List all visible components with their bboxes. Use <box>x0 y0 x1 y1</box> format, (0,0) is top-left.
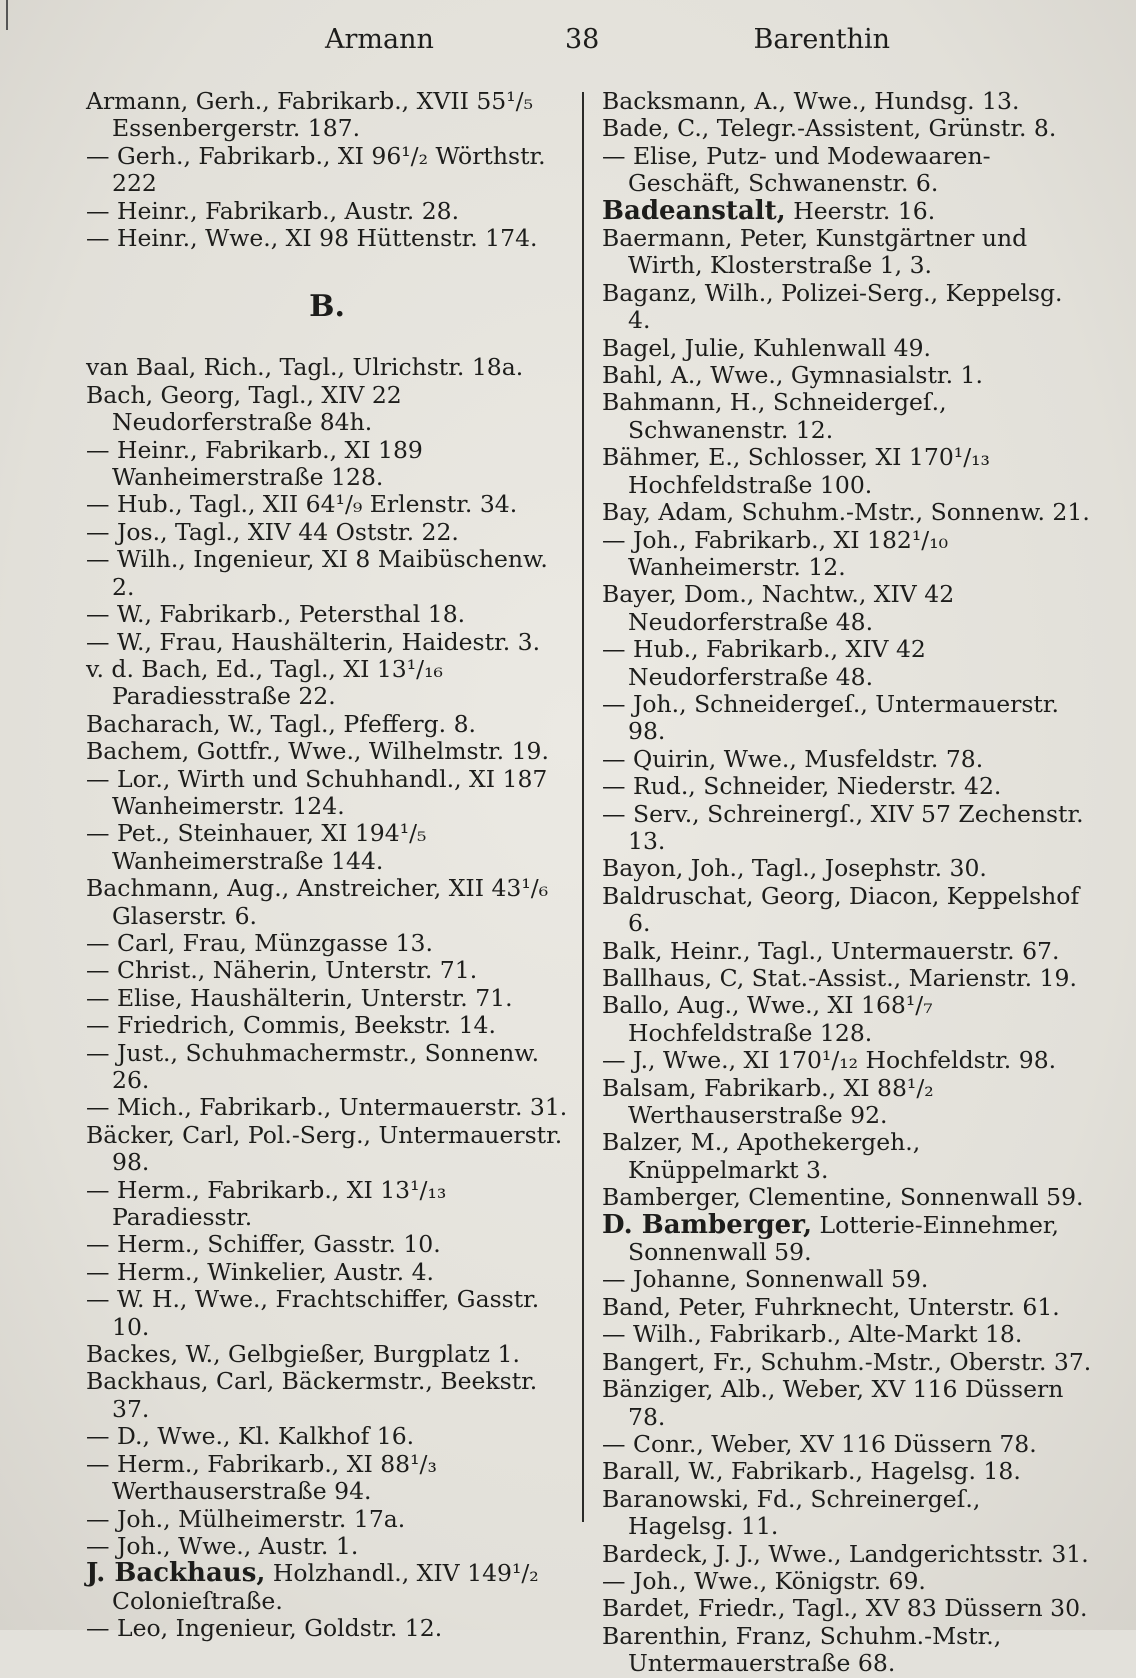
directory-entry: — Christ., Näherin, Unterstr. 71. <box>86 956 478 985</box>
directory-entry: Bade, C., Telegr.-Assistent, Grünstr. 8. <box>602 114 1057 143</box>
directory-entry: Barenthin, Franz, Schuhm.-Mstr., Untermauerstraße 68. <box>602 1621 1002 1678</box>
directory-entry: — Mich., Fabrikarb., Untermauerstr. 31. <box>86 1093 568 1122</box>
directory-entry: — Quirin, Wwe., Musfeldstr. 78. <box>602 744 984 773</box>
bold-entry-bamberger <box>602 1209 1092 1267</box>
directory-entry: — Joh., Wwe., Austr. 1. <box>86 1531 359 1560</box>
column-divider <box>582 92 584 1522</box>
directory-entry: — Joh., Wwe., Königstr. 69. <box>602 1566 926 1595</box>
left-column <box>86 88 568 1643</box>
directory-entry: — Gerh., Fabrikarb., XI 96¹/₂ Wörthstr. 222 <box>86 141 546 198</box>
left-post-entries <box>86 1615 568 1642</box>
right-entries-c <box>602 1266 1092 1677</box>
bold-entry-badeanstalt <box>602 195 1092 226</box>
directory-entry: van Baal, Rich., Tagl., Ulrichstr. 18a. <box>86 353 524 382</box>
directory-entry: v. d. Bach, Ed., Tagl., XI 13¹/₁₆ Paradiesstraße 22. <box>86 654 443 711</box>
page-number: 38 <box>565 24 600 55</box>
directory-entry: Bay, Adam, Schuhm.-Mstr., Sonnenw. 21. <box>602 498 1090 527</box>
bold-entry-lead: D. Bamberger, <box>602 1209 813 1240</box>
directory-entry: Bähmer, E., Schlosser, XI 170¹/₁₃ Hochfeldstraße 100. <box>602 443 990 499</box>
directory-entry: Baldruschat, Georg, Diacon, Keppelshof 6. <box>602 881 1080 938</box>
directory-entry: — W., Fabrikarb., Petersthal 18. <box>86 600 466 629</box>
directory-entry: Bardet, Friedr., Tagl., XV 83 Düssern 30. <box>602 1594 1088 1623</box>
bold-entry-lead: J. Backhaus, <box>86 1558 266 1589</box>
bold-entry-backhaus <box>86 1560 568 1615</box>
directory-entry: Bach, Georg, Tagl., XIV 22 Neudorferstraße 84h. <box>86 380 402 437</box>
directory-entry: — Serv., Schreinergſ., XIV 57 Zechenstr. 13. <box>602 799 1084 855</box>
directory-entry: — Johanne, Sonnenwall 59. <box>602 1265 929 1294</box>
page-header <box>60 24 1100 64</box>
directory-entry: Bahmann, H., Schneidergeſ., Schwanenstr. 12. <box>602 388 947 444</box>
right-entries-a <box>602 88 1092 198</box>
directory-entry: — Lor., Wirth und Schuhhandl., XI 187 Wanheimerstr. 124. <box>86 764 548 820</box>
directory-entry: Bahl, A., Wwe., Gymnasialstr. 1. <box>602 361 983 390</box>
directory-entry: Bardeck, J. J., Wwe., Landgerichtsstr. 31. <box>602 1539 1089 1568</box>
directory-entry: — Heinr., Wwe., XI 98 Hüttenstr. 174. <box>86 224 538 253</box>
directory-entry: — Herm., Fabrikarb., XI 88¹/₃ Werthauserstraße 94. <box>86 1449 437 1506</box>
bold-entry-lead: Badeanstalt, <box>602 195 786 226</box>
directory-entry: — Joh., Schneidergeſ., Untermauerstr. 98. <box>602 689 1059 746</box>
directory-entry: — Herm., Fabrikarb., XI 13¹/₁₃ Paradiesstr. <box>86 1175 447 1232</box>
directory-entry: Ballhaus, C, Stat.-Assist., Marienstr. 19. <box>602 964 1077 992</box>
directory-entry: Bayon, Joh., Tagl., Josephstr. 30. <box>602 854 987 883</box>
directory-entry: Ballo, Aug., Wwe., XI 168¹/₇ Hochfeldstraße 128. <box>602 991 933 1047</box>
directory-entry: — Just., Schuhmachermstr., Sonnenw. 26. <box>86 1038 540 1094</box>
directory-entry: Backhaus, Carl, Bäckermstr., Beekstr. 37. <box>86 1367 538 1423</box>
directory-entry: — Joh., Mülheimerstr. 17a. <box>86 1504 406 1533</box>
directory-entry: Barall, W., Fabrikarb., Hagelsg. 18. <box>602 1457 1021 1486</box>
directory-entry: — D., Wwe., Kl. Kalkhof 16. <box>86 1422 415 1451</box>
directory-entry: Bachem, Gottfr., Wwe., Wilhelmstr. 19. <box>86 737 549 766</box>
right-entries-b <box>602 225 1092 1212</box>
directory-entry: — Pet., Steinhauer, XI 194¹/₅ Wanheimerstraße 144. <box>86 819 427 875</box>
directory-entry: Baganz, Wilh., Polizei-Serg., Keppelsg. 4. <box>602 278 1063 335</box>
directory-entry: Bangert, Fr., Schuhm.-Mstr., Oberstr. 37. <box>602 1347 1092 1376</box>
directory-entry: Bayer, Dom., Nachtw., XIV 42 Neudorferstraße 48. <box>602 580 955 636</box>
bold-entry-rest: Heerstr. 16. <box>785 196 936 225</box>
left-pre-entries <box>86 88 568 252</box>
right-column <box>602 88 1092 1678</box>
directory-entry: Backsmann, A., Wwe., Hundsg. 13. <box>602 87 1020 115</box>
directory-entry: Balzer, M., Apothekergeh., Knüppelmarkt 3. <box>602 1128 921 1184</box>
directory-entry: Bamberger, Clementine, Sonnenwall 59. <box>602 1183 1084 1212</box>
directory-entry: — Heinr., Fabrikarb., XI 189 Wanheimerstraße 128. <box>86 435 423 492</box>
directory-entry: — Hub., Fabrikarb., XIV 42 Neudorferstraße 48. <box>602 635 926 691</box>
directory-entry: — Elise, Haushälterin, Unterstr. 71. <box>86 983 513 1012</box>
header-last-name: Barenthin <box>753 24 890 55</box>
header-first-name: Armann <box>325 24 434 55</box>
left-entries <box>86 354 568 1560</box>
directory-entry: Armann, Gerh., Fabrikarb., XVII 55¹/₅ Essenbergerstr. 187. <box>86 87 534 143</box>
directory-entry: Band, Peter, Fuhrknecht, Unterstr. 61. <box>602 1292 1060 1321</box>
directory-entry: — Rud., Schneider, Niederstr. 42. <box>602 772 1002 801</box>
directory-entry: — Herm., Winkelier, Austr. 4. <box>86 1257 434 1286</box>
section-letter: B. <box>309 289 345 325</box>
directory-entry: Balsam, Fabrikarb., XI 88¹/₂ Werthauserstraße 92. <box>602 1073 934 1130</box>
directory-entry: — Heinr., Fabrikarb., Austr. 28. <box>86 196 460 225</box>
directory-entry: Backes, W., Gelbgießer, Burgplatz 1. <box>86 1340 520 1369</box>
directory-entry: — Herm., Schiffer, Gasstr. 10. <box>86 1230 441 1259</box>
directory-entry: — J., Wwe., XI 170¹/₁₂ Hochfeldstr. 98. <box>602 1046 1057 1075</box>
bold-entry-rest: Lotterie-Einnehmer, Sonnenwall 59. <box>628 1210 1059 1267</box>
directory-entry: Bäcker, Carl, Pol.-Serg., Untermauerstr. 98. <box>86 1120 563 1177</box>
directory-entry: — Wilh., Ingenieur, XI 8 Maibüschenw. 2. <box>86 545 548 601</box>
directory-entry: Balk, Heinr., Tagl., Untermauerstr. 67. <box>602 936 1060 965</box>
directory-entry: Baermann, Peter, Kunstgärtner und Wirth, Klosterstraße 1, 3. <box>602 224 1028 280</box>
directory-entry: — W. H., Wwe., Frachtschiffer, Gasstr. 10. <box>86 1285 540 1341</box>
directory-entry: — W., Frau, Haushälterin, Haidestr. 3. <box>86 627 541 656</box>
directory-entry: — Joh., Fabrikarb., XI 182¹/₁₀ Wanheimerstr. 12. <box>602 525 949 581</box>
directory-entry: — Jos., Tagl., XIV 44 Oststr. 22. <box>86 517 459 546</box>
directory-entry: — Friedrich, Commis, Beekstr. 14. <box>86 1011 496 1040</box>
directory-entry: — Wilh., Fabrikarb., Alte-Markt 18. <box>602 1320 1023 1349</box>
page-edge-mark <box>6 0 8 30</box>
directory-entry: Bacharach, W., Tagl., Pfefferg. 8. <box>86 709 477 738</box>
directory-entry: — Leo, Ingenieur, Goldstr. 12. <box>86 1614 443 1643</box>
directory-entry: — Carl, Frau, Münzgasse 13. <box>86 928 433 957</box>
directory-entry: — Hub., Tagl., XII 64¹/₉ Erlenstr. 34. <box>86 490 518 519</box>
directory-entry: Bänziger, Alb., Weber, XV 116 Düssern 78. <box>602 1375 1064 1431</box>
directory-entry: Baranowski, Fd., Schreinergeſ., Hagelsg. 11. <box>602 1484 981 1541</box>
directory-entry: Bachmann, Aug., Anstreicher, XII 43¹/₆ Glaserstr. 6. <box>86 874 549 930</box>
directory-entry: — Elise, Putz- und Modewaaren-Geschäft, Schwanenstr. 6. <box>602 141 991 198</box>
directory-entry: — Conr., Weber, XV 116 Düssern 78. <box>602 1429 1037 1458</box>
bold-entry-rest: Holzhandl., XIV 149¹/₂ Colonieſtraße. <box>112 1559 539 1615</box>
directory-entry: Bagel, Julie, Kuhlenwall 49. <box>602 333 931 362</box>
